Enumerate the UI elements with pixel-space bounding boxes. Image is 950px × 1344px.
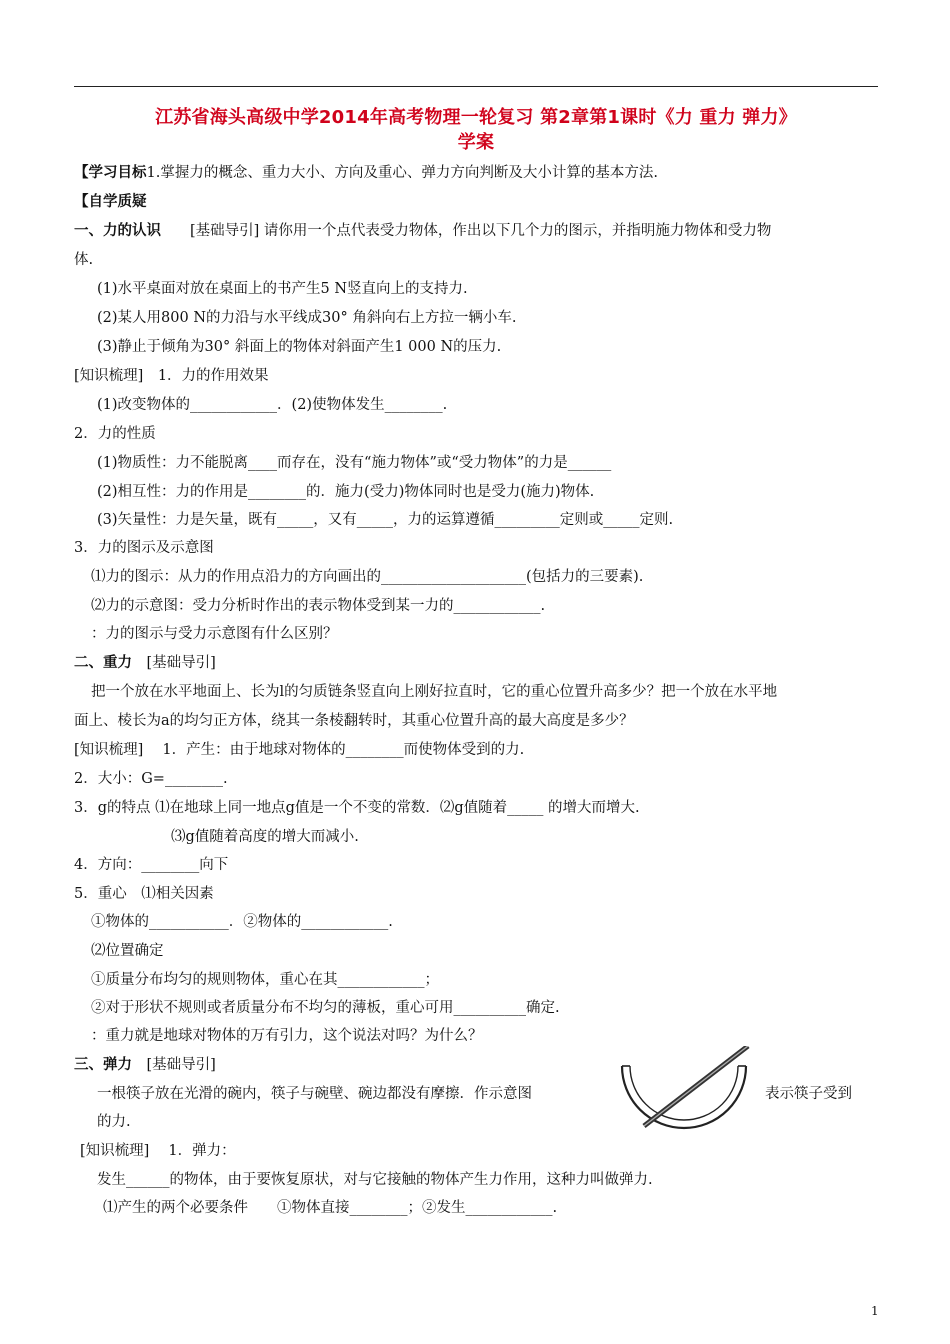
document-title-continued: 学案 xyxy=(457,132,495,153)
self-study-heading xyxy=(74,192,147,212)
section-two-title: 二、重力 xyxy=(74,655,132,671)
section-two-guide: [基础导引] xyxy=(132,655,216,671)
text-line: 3．力的图示及示意图 xyxy=(74,540,214,556)
question-line: ：重力就是地球对物体的万有引力，这个说法对吗？为什么？ xyxy=(91,1028,483,1044)
learning-objective-text: 1.掌握力的概念、重力大小、方向及重心、弹力方向判断及大小计算的基本方法. xyxy=(146,165,658,181)
section-one-heading xyxy=(74,221,771,241)
section-three-title: 三、弹力 xyxy=(74,1057,132,1073)
bowl-chopstick-figure xyxy=(614,1046,754,1146)
chopstick-highlight xyxy=(644,1046,748,1126)
text-line: 把一个放在水平地面上、长为l的匀质链条竖直向上刚好拉直时，它的重心位置升高多少？把一个放在水平地 xyxy=(91,684,778,700)
text-line: 表示筷子受到 xyxy=(765,1086,852,1102)
text-line: (1)水平桌面对放在桌面上的书产生5 N竖直向上的支持力. xyxy=(97,281,468,297)
text-line: [知识梳理] 1．弹力： xyxy=(80,1143,236,1159)
section-three-heading xyxy=(74,1055,216,1075)
text-line: [知识梳理] 1．力的作用效果 xyxy=(74,368,269,384)
text-line: (1)物质性：力不能脱离____而存在，没有“施力物体”或“受力物体”的力是______ xyxy=(97,455,612,471)
learning-objective-heading: 【学习目标 xyxy=(74,165,147,181)
text-line: ⑴产生的两个必要条件 ①物体直接________；②发生____________. xyxy=(103,1200,558,1216)
page-number: 1 xyxy=(871,1304,879,1318)
text-line: 体. xyxy=(74,252,94,268)
text-line: ⑴力的图示：从力的作用点沿力的方向画出的____________________(包括力的三要素). xyxy=(91,569,644,585)
text-line: 4．方向：________向下 xyxy=(74,857,229,873)
text-line: 2．大小：G=________. xyxy=(74,771,228,787)
document-title: 江苏省海头高级中学2014年高考物理一轮复习 第2章第1课时《力 重力 弹力》 xyxy=(155,107,797,128)
section-three-guide: [基础导引] xyxy=(132,1057,216,1073)
text-line: 面上、棱长为a的均匀正方体，绕其一条棱翻转时，其重心位置升高的最大高度是多少？ xyxy=(74,713,634,729)
text-line: (2)相互性：力的作用是________的．施力(受力)物体同时也是受力(施力)物体. xyxy=(97,484,595,500)
text-line: ⑶g值随着高度的增大而减小. xyxy=(171,829,359,845)
text-line: ①物体的___________．②物体的____________. xyxy=(91,914,393,930)
header-rule xyxy=(74,86,878,87)
text-line: ②对于形状不规则或者质量分布不均匀的薄板，重心可用__________确定. xyxy=(91,1000,560,1016)
text-line: (2)某人用800 N的力沿与水平线成30° 角斜向右上方拉一辆小车. xyxy=(97,310,517,326)
text-line: (3)静止于倾角为30° 斜面上的物体对斜面产生1 000 N的压力. xyxy=(97,339,502,355)
section-one-guide: [基础导引] 请你用一个点代表受力物体，作出以下几个力的图示，并指明施力物体和受力物 xyxy=(161,223,772,239)
text-line: 发生______的物体，由于要恢复原状，对与它接触的物体产生力作用，这种力叫做弹力. xyxy=(97,1172,653,1188)
text-line: ①质量分布均匀的规则物体，重心在其____________； xyxy=(91,972,439,988)
text-line: 一根筷子放在光滑的碗内，筷子与碗壁、碗边都没有摩擦．作示意图 xyxy=(97,1086,532,1102)
text-line: 3．g的特点 ⑴在地球上同一地点g值是一个不变的常数．⑵g值随着_____ 的增大而增大. xyxy=(74,800,640,816)
self-study-heading-label: 【自学质疑 xyxy=(74,194,147,210)
text-line: ⑵位置确定 xyxy=(91,943,164,959)
section-two-heading xyxy=(74,653,216,673)
text-line: 5．重心 ⑴相关因素 xyxy=(74,886,214,902)
text-line: ⑵力的示意图：受力分析时作出的表示物体受到某一力的____________. xyxy=(91,598,546,614)
text-line: 的力. xyxy=(97,1114,131,1130)
text-line: (3)矢量性：力是矢量，既有_____，又有_____，力的运算遵循_________定则或_____定则. xyxy=(97,512,674,528)
text-line: 2．力的性质 xyxy=(74,426,156,442)
section-one-title: 一、力的认识 xyxy=(74,223,161,239)
text-line: (1)改变物体的____________．(2)使物体发生________. xyxy=(97,397,448,413)
question-line: ：力的图示与受力示意图有什么区别？ xyxy=(91,626,338,642)
learning-objective xyxy=(74,163,658,183)
text-line: [知识梳理] 1．产生：由于地球对物体的________而使物体受到的力. xyxy=(74,742,525,758)
